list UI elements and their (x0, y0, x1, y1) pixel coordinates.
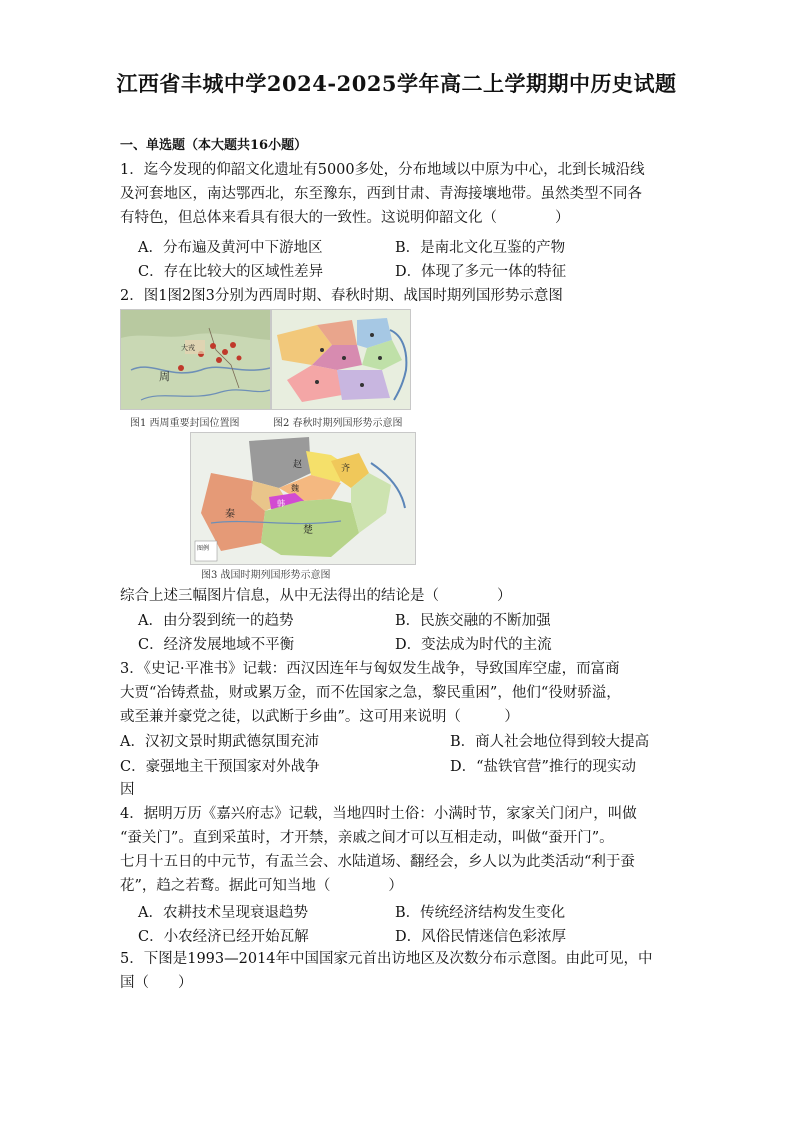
question-3-option-c[interactable]: C．豪强地主干预国家对外战争 (120, 759, 320, 775)
question-2-option-c[interactable]: C．经济发展地域不平衡 (138, 637, 295, 653)
question-3-line: 大贾“冶铸煮盐，财或累万金，而不佐国家之急，黎民重困”，他们“役财骄溢， (120, 685, 621, 701)
question-2-option-d[interactable]: D．变法成为时代的主流 (395, 637, 552, 653)
map-western-zhou (120, 309, 271, 410)
question-4-option-a[interactable]: A．农耕技术呈现衰退趋势 (138, 905, 308, 921)
question-1-line: 有特色，但总体来看具有很大的一致性。这说明仰韶文化（ ） (120, 210, 570, 226)
question-4-option-b[interactable]: B．传统经济结构发生变化 (395, 905, 566, 921)
map1-caption: 图1 西周重要封国位置图 (130, 418, 240, 429)
question-3-option-d[interactable]: D．“盐铁官营”推行的现实动 (450, 759, 636, 775)
question-3-stem (120, 657, 676, 729)
map3-label-chu: 楚 (303, 525, 313, 536)
map3-label-wei: 魏 (291, 484, 299, 493)
question-1-option-a[interactable]: A．分布遍及黄河中下游地区 (138, 240, 323, 256)
map1-label-zhou: 周 (159, 370, 170, 383)
question-3-line: 或至兼并豪党之徒，以武断于乡曲”。这可用来说明（ ） (120, 709, 519, 725)
question-1-option-d[interactable]: D．体现了多元一体的特征 (395, 264, 567, 280)
map3-legend: 图例 (197, 545, 210, 552)
question-4-stem (120, 802, 676, 898)
map3-label-han: 韩 (277, 499, 285, 508)
question-5-line: 5．下图是1993—2014年中国国家元首出访地区及次数分布示意图。由此可见，中 (120, 951, 653, 967)
map3-label-qi: 齐 (341, 464, 351, 474)
question-4-line: “蚕关门”。直到采茧时，才开禁，亲戚之间才可以互相走动，叫做“蚕开门”。 (120, 830, 614, 846)
question-1-option-b[interactable]: B．是南北文化互鉴的产物 (395, 240, 566, 256)
map-spring-autumn (271, 309, 411, 410)
question-3-option-b[interactable]: B．商人社会地位得到较大提高 (450, 734, 650, 750)
question-5-stem (120, 947, 676, 995)
question-5-line: 国（ ） (120, 975, 193, 991)
question-2-option-b[interactable]: B．民族交融的不断加强 (395, 613, 551, 629)
map-warring-states (190, 432, 416, 565)
section-heading: 一、单选题（本大题共16小题） (120, 138, 308, 153)
question-3-option-a[interactable]: A．汉初文景时期武德氛围充沛 (120, 734, 319, 750)
page-title: 江西省丰城中学2024-2025学年高二上学期期中历史试题 (116, 71, 677, 96)
question-1-option-c[interactable]: C．存在比较大的区域性差异 (138, 264, 324, 280)
question-2-option-a[interactable]: A．由分裂到统一的趋势 (138, 613, 294, 629)
question-4-option-d[interactable]: D．风俗民情迷信色彩浓厚 (395, 929, 567, 945)
map2-caption: 图2 春秋时期列国形势示意图 (273, 418, 403, 429)
question-1-stem (120, 158, 676, 230)
question-3-line: 3．《史记·平准书》记载：西汉因连年与匈奴发生战争，导致国库空虚，而富商 (120, 661, 620, 677)
question-4-line: 花”，趋之若鹜。据此可知当地（ ） (120, 878, 403, 894)
question-3-option-d-wrap: 因 (120, 782, 135, 798)
question-2-question: 综合上述三幅图片信息，从中无法得出的结论是（ ） (120, 588, 512, 604)
question-1-line: 及河套地区，南达鄂西北，东至豫东，西到甘肃、青海接壤地带。虽然类型不同各 (120, 186, 642, 202)
question-4-option-c[interactable]: C．小农经济已经开始瓦解 (138, 929, 309, 945)
question-2-stem: 2．图1图2图3分别为西周时期、春秋时期、战国时期列国形势示意图 (120, 288, 563, 304)
map3-label-zhao: 赵 (293, 460, 303, 470)
question-1-line: 1．迄今发现的仰韶文化遗址有5000多处，分布地域以中原为中心，北到长城沿线 (120, 162, 645, 178)
map1-label-state: 大戎 (181, 344, 195, 352)
map3-caption: 图3 战国时期列国形势示意图 (201, 570, 331, 581)
question-4-line: 4．据明万历《嘉兴府志》记载，当地四时土俗：小满时节，家家关门闭户，叫做 (120, 806, 637, 822)
map3-label-qin: 秦 (225, 509, 235, 520)
question-4-line: 七月十五日的中元节，有盂兰会、水陆道场、翻经会，乡人以为此类活动“利于蚕 (120, 854, 635, 870)
